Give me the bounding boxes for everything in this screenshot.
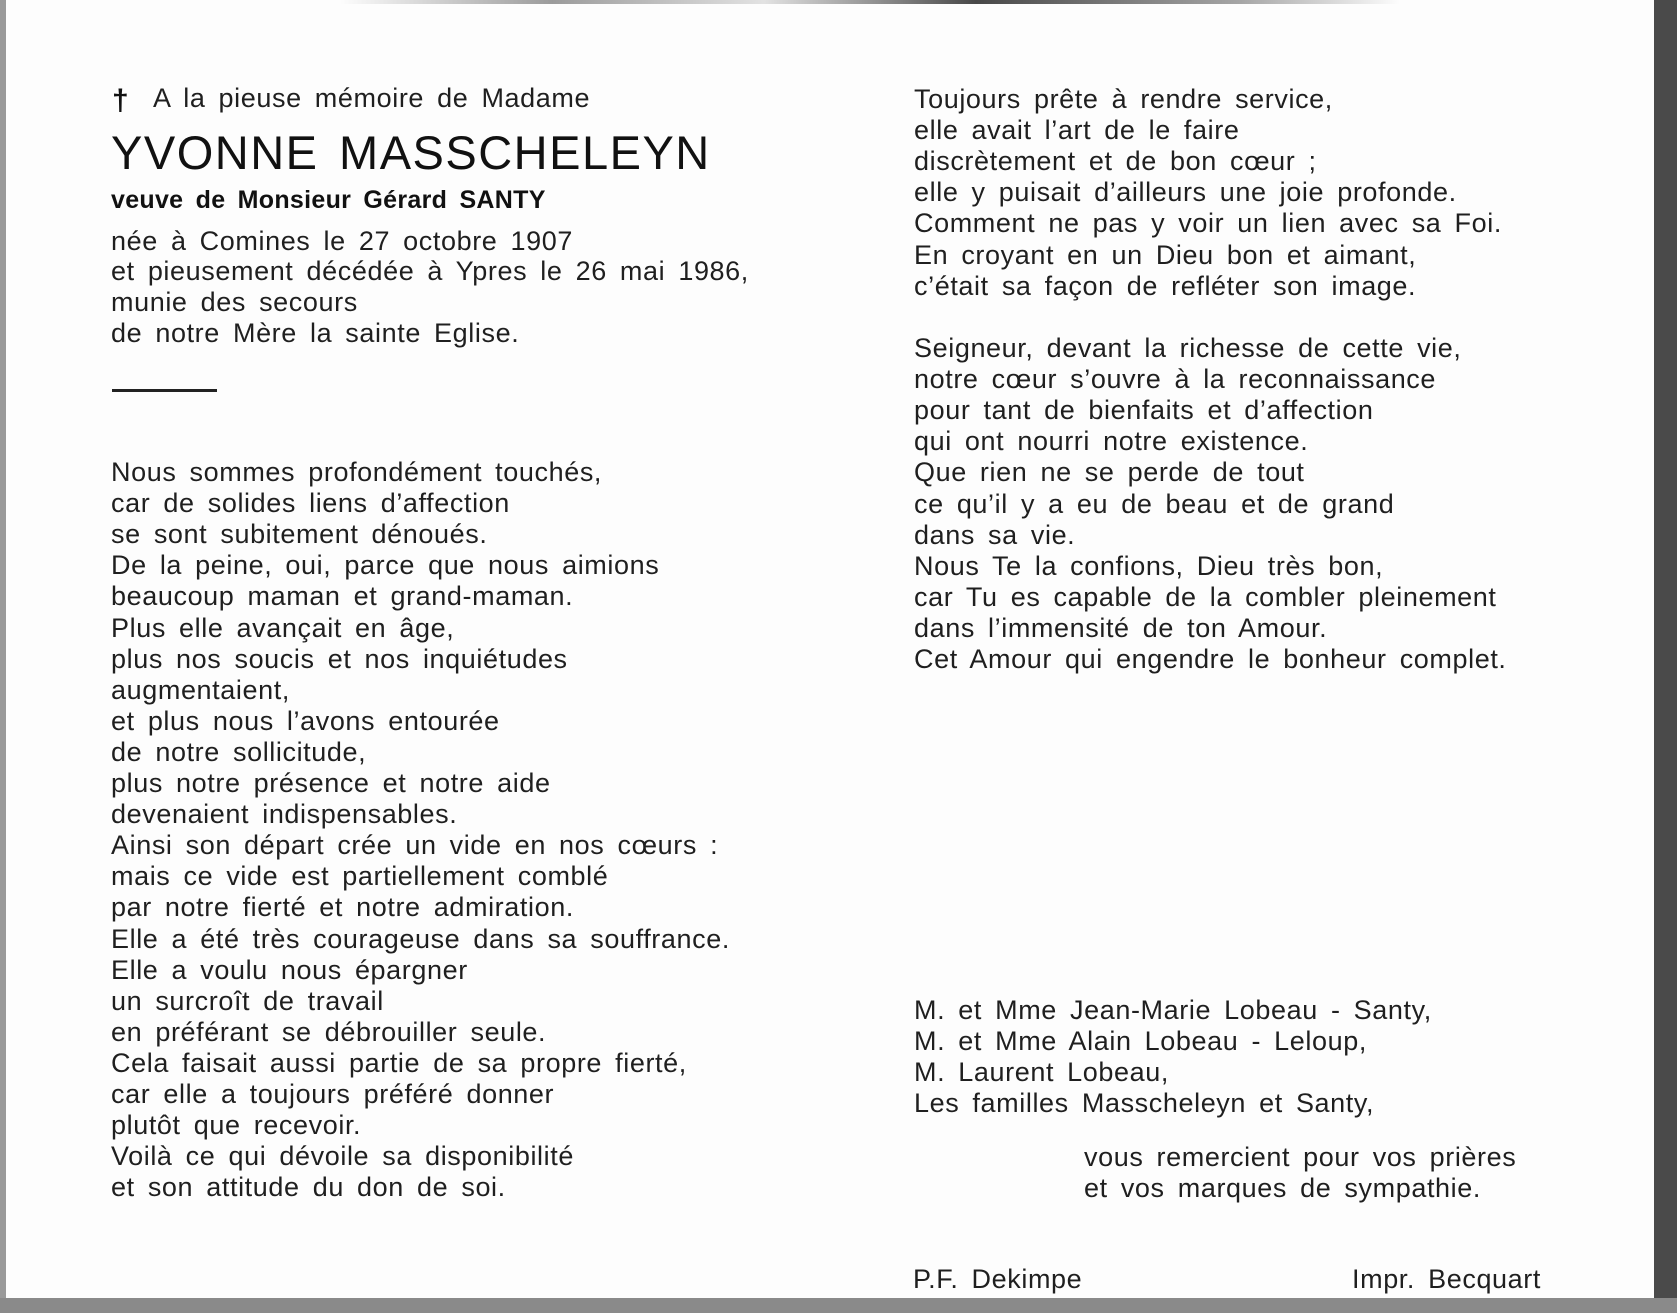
text-line: car Tu es capable de la combler pleinement bbox=[914, 581, 1497, 612]
text-line: Plus elle avançait en âge, bbox=[111, 612, 455, 643]
printer-credit: Impr. Becquart bbox=[1352, 1264, 1541, 1294]
text-line: c’était sa façon de refléter son image. bbox=[914, 270, 1417, 301]
widow-of: veuve de Monsieur Gérard SANTY bbox=[111, 186, 546, 214]
text-line: se sont subitement dénoués. bbox=[111, 519, 488, 550]
text-line: plutôt que recevoir. bbox=[111, 1110, 362, 1141]
text-line: elle avait l’art de le faire bbox=[914, 115, 1240, 146]
bio-line: et pieusement décédée à Ypres le 26 mai 1986, bbox=[111, 256, 749, 286]
text-line: notre cœur s’ouvre à la reconnaissance bbox=[914, 364, 1437, 395]
text-line: augmentaient, bbox=[111, 674, 290, 705]
text-line: Cela faisait aussi partie de sa propre fierté, bbox=[111, 1047, 687, 1078]
thanks-line: et vos marques de sympathie. bbox=[1084, 1173, 1481, 1204]
text-line: En croyant en un Dieu bon et aimant, bbox=[914, 239, 1417, 270]
family-line: M. Laurent Lobeau, bbox=[914, 1057, 1169, 1088]
text-line: Comment ne pas y voir un lien avec sa Foi. bbox=[914, 208, 1502, 239]
text-line: par notre fierté et notre admiration. bbox=[111, 892, 574, 923]
text-line: un surcroît de travail bbox=[111, 985, 384, 1016]
text-line: de notre sollicitude, bbox=[111, 736, 367, 767]
text-line: Elle a été très courageuse dans sa souffrance. bbox=[111, 923, 730, 954]
text-line: et plus nous l’avons entourée bbox=[111, 705, 500, 736]
divider bbox=[112, 389, 217, 392]
funeral-director: P.F. Dekimpe bbox=[913, 1264, 1083, 1294]
text-line: dans sa vie. bbox=[914, 519, 1076, 550]
text-line: elle y puisait d’ailleurs une joie profonde. bbox=[914, 177, 1457, 208]
text-line: ce qu’il y a eu de beau et de grand bbox=[914, 488, 1395, 519]
text-line: car elle a toujours préféré donner bbox=[111, 1079, 555, 1109]
text-line: Ainsi son départ crée un vide en nos cœurs : bbox=[111, 830, 719, 861]
text-line: pour tant de bienfaits et d’affection bbox=[914, 395, 1374, 426]
text-line: Toujours prête à rendre service, bbox=[914, 84, 1333, 114]
text-line: Nous sommes profondément touchés, bbox=[111, 457, 603, 487]
text-line: et son attitude du don de soi. bbox=[111, 1172, 506, 1203]
text-line: plus notre présence et notre aide bbox=[111, 768, 551, 798]
memorial-intro: A la pieuse mémoire de Madame bbox=[153, 83, 591, 113]
scan-border-bottom bbox=[0, 1298, 1677, 1313]
text-line: Nous Te la confions, Dieu très bon, bbox=[914, 550, 1384, 581]
family-line: M. et Mme Jean-Marie Lobeau - Santy, bbox=[914, 995, 1432, 1025]
scan-shadow bbox=[340, 0, 1400, 4]
text-line: en préférant se débrouiller seule. bbox=[111, 1016, 547, 1047]
text-line: devenaient indispensables. bbox=[111, 799, 458, 830]
text-line: plus nos soucis et nos inquiétudes bbox=[111, 643, 568, 674]
family-line: M. et Mme Alain Lobeau - Leloup, bbox=[914, 1026, 1367, 1057]
family-line: Les familles Masscheleyn et Santy, bbox=[914, 1088, 1375, 1119]
text-line: Seigneur, devant la richesse de cette vie, bbox=[914, 333, 1462, 363]
text-line: mais ce vide est partiellement comblé bbox=[111, 861, 609, 892]
text-line: car de solides liens d’affection bbox=[111, 488, 510, 519]
scan-border-right bbox=[1654, 0, 1677, 1313]
text-line: discrètement et de bon cœur ; bbox=[914, 146, 1317, 177]
text-line: Que rien ne se perde de tout bbox=[914, 457, 1305, 488]
cross-icon: † bbox=[112, 84, 129, 117]
bio-line: de notre Mère la sainte Eglise. bbox=[111, 318, 520, 348]
text-line: Cet Amour qui engendre le bonheur complet. bbox=[914, 644, 1507, 674]
text-line: De la peine, oui, parce que nous aimions bbox=[111, 550, 660, 581]
bio-line: munie des secours bbox=[111, 287, 358, 317]
text-line: qui ont nourri notre existence. bbox=[914, 426, 1309, 457]
thanks-line: vous remercient pour vos prières bbox=[1084, 1142, 1517, 1172]
text-line: Elle a voulu nous épargner bbox=[111, 954, 468, 985]
text-line: Voilà ce qui dévoile sa disponibilité bbox=[111, 1141, 574, 1172]
text-line: dans l’immensité de ton Amour. bbox=[914, 612, 1328, 643]
text-line: beaucoup maman et grand-maman. bbox=[111, 581, 574, 612]
deceased-name: YVONNE MASSCHELEYN bbox=[111, 126, 711, 179]
bio-line: née à Comines le 27 octobre 1907 bbox=[111, 226, 573, 256]
